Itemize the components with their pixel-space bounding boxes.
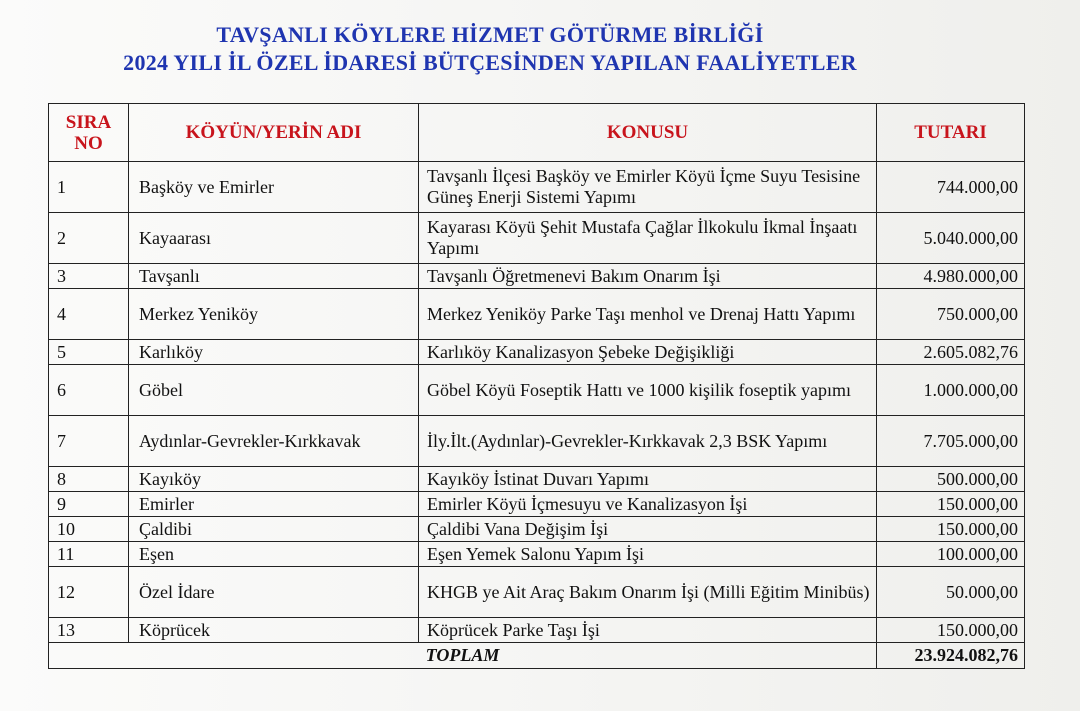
- row-subject: Karlıköy Kanalizasyon Şebeke Değişikliği: [419, 340, 877, 365]
- table-row: [49, 542, 1025, 567]
- row-number: 2: [49, 213, 129, 264]
- column-header-subject: KONUSU: [419, 104, 877, 162]
- table-row: [49, 567, 1025, 618]
- column-header-place: KÖYÜN/YERİN ADI: [129, 104, 419, 162]
- table-row: [49, 340, 1025, 365]
- table-row: [49, 618, 1025, 643]
- row-number: 11: [49, 542, 129, 567]
- row-place: Emirler: [129, 492, 419, 517]
- row-subject: Emirler Köyü İçmesuyu ve Kanalizasyon İşi: [419, 492, 877, 517]
- row-number: 6: [49, 365, 129, 416]
- column-header-no: SIRA NO: [49, 104, 129, 162]
- row-place: Tavşanlı: [129, 264, 419, 289]
- row-subject: Tavşanlı İlçesi Başköy ve Emirler Köyü İçme Suyu Tesisine Güneş Enerji Sistemi Yapımı: [419, 162, 877, 213]
- row-number: 8: [49, 467, 129, 492]
- table-row: [49, 264, 1025, 289]
- row-number: 7: [49, 416, 129, 467]
- row-amount: 150.000,00: [877, 517, 1025, 542]
- row-number: 4: [49, 289, 129, 340]
- row-place: Kayaarası: [129, 213, 419, 264]
- row-amount: 150.000,00: [877, 618, 1025, 643]
- row-number: 5: [49, 340, 129, 365]
- row-amount: 5.040.000,00: [877, 213, 1025, 264]
- row-number: 12: [49, 567, 129, 618]
- table-row: [49, 517, 1025, 542]
- row-subject: KHGB ye Ait Araç Bakım Onarım İşi (Milli Eğitim Minibüs): [419, 567, 877, 618]
- row-place: Kayıköy: [129, 467, 419, 492]
- table-row: [49, 492, 1025, 517]
- row-subject: Tavşanlı Öğretmenevi Bakım Onarım İşi: [419, 264, 877, 289]
- table-row: [49, 467, 1025, 492]
- table-body: [49, 162, 1025, 643]
- row-amount: 500.000,00: [877, 467, 1025, 492]
- document-title-line1: TAVŞANLI KÖYLERE HİZMET GÖTÜRME BİRLİĞİ: [216, 22, 764, 47]
- row-amount: 1.000.000,00: [877, 365, 1025, 416]
- total-label: TOPLAM: [49, 643, 877, 669]
- table-row: [49, 289, 1025, 340]
- row-place: Göbel: [129, 365, 419, 416]
- row-place: Çaldibi: [129, 517, 419, 542]
- row-subject: Çaldibi Vana Değişim İşi: [419, 517, 877, 542]
- row-subject: Kayarası Köyü Şehit Mustafa Çağlar İlkokulu İkmal İnşaatı Yapımı: [419, 213, 877, 264]
- row-number: 3: [49, 264, 129, 289]
- table-row: [49, 416, 1025, 467]
- row-amount: 7.705.000,00: [877, 416, 1025, 467]
- row-place: Özel İdare: [129, 567, 419, 618]
- row-number: 10: [49, 517, 129, 542]
- row-amount: 750.000,00: [877, 289, 1025, 340]
- row-place: Köprücek: [129, 618, 419, 643]
- row-subject: Kayıköy İstinat Duvarı Yapımı: [419, 467, 877, 492]
- total-row: [49, 643, 1025, 669]
- row-number: 9: [49, 492, 129, 517]
- row-subject: Merkez Yeniköy Parke Taşı menhol ve Drenaj Hattı Yapımı: [419, 289, 877, 340]
- row-place: Karlıköy: [129, 340, 419, 365]
- activities-table: [48, 103, 1025, 669]
- row-number: 1: [49, 162, 129, 213]
- total-amount: 23.924.082,76: [877, 643, 1025, 669]
- row-place: Eşen: [129, 542, 419, 567]
- column-header-amount: TUTARI: [877, 104, 1025, 162]
- table-row: [49, 162, 1025, 213]
- row-amount: 2.605.082,76: [877, 340, 1025, 365]
- row-amount: 50.000,00: [877, 567, 1025, 618]
- row-subject: Göbel Köyü Foseptik Hattı ve 1000 kişilik foseptik yapımı: [419, 365, 877, 416]
- table-header-row: [49, 104, 1025, 162]
- row-subject: Köprücek Parke Taşı İşi: [419, 618, 877, 643]
- row-number: 13: [49, 618, 129, 643]
- row-amount: 100.000,00: [877, 542, 1025, 567]
- row-place: Aydınlar-Gevrekler-Kırkkavak: [129, 416, 419, 467]
- row-place: Başköy ve Emirler: [129, 162, 419, 213]
- row-amount: 744.000,00: [877, 162, 1025, 213]
- table-row: [49, 213, 1025, 264]
- row-subject: İly.İlt.(Aydınlar)-Gevrekler-Kırkkavak 2,3 BSK Yapımı: [419, 416, 877, 467]
- row-subject: Eşen Yemek Salonu Yapım İşi: [419, 542, 877, 567]
- row-amount: 4.980.000,00: [877, 264, 1025, 289]
- document-title-line2: 2024 YILI İL ÖZEL İDARESİ BÜTÇESİNDEN YAPILAN FAALİYETLER: [123, 50, 857, 75]
- row-amount: 150.000,00: [877, 492, 1025, 517]
- table-row: [49, 365, 1025, 416]
- row-place: Merkez Yeniköy: [129, 289, 419, 340]
